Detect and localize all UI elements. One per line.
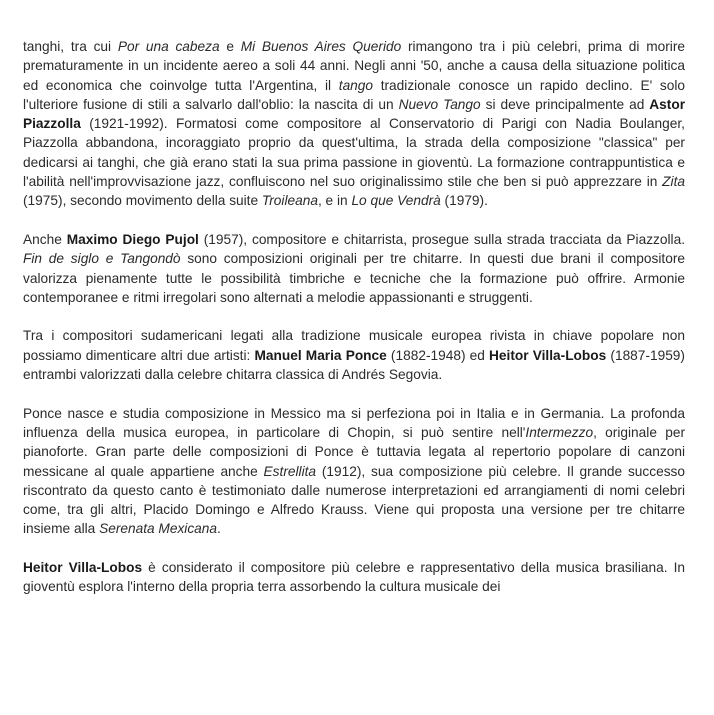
text-run: .	[217, 521, 221, 537]
document-page	[23, 37, 685, 597]
bold-name: Heitor Villa-Lobos	[489, 347, 607, 363]
italic-text: Mi Buenos Aires Querido	[240, 39, 402, 54]
italic-text: Por una cabeza	[117, 39, 220, 54]
text-run: (1979).	[440, 193, 488, 209]
bold-name: Astor Piazzolla	[23, 96, 686, 132]
text-run: (1887-1959) entrambi valorizzati dalla celebre chitarra classica di Andrés Segovia.	[23, 347, 685, 383]
text-run: si deve principalmente ad	[480, 96, 650, 112]
text-run: è considerato il compositore più celebre e rappresentativo della musica brasiliana. In gioventù esplora l'interno della propria terra assorbendo la cultura musicale dei	[23, 560, 685, 595]
text-run: (1957), compositore e chitarrista, prosegue sulla strada tracciata da Piazzolla.	[198, 231, 686, 247]
italic-text: Fin de siglo e Tangondò	[23, 251, 181, 267]
text-run: e	[219, 39, 241, 54]
text-run: Anche	[23, 231, 67, 247]
italic-text: Nuevo Tango	[398, 96, 481, 112]
italic-text: Estrellita	[263, 463, 317, 479]
text-run: Tra i compositori sudamericani legati alla tradizione musicale europea rivista in chiave popolare non possiamo dimenticare altri due artisti:	[23, 328, 685, 363]
paragraph	[23, 230, 685, 307]
bold-name: Maximo Diego Pujol	[66, 231, 199, 247]
text-run: tradizionale conosce un rapido declino. E' solo l'ulteriore fusione di stili a salvarlo dall'oblio: la nascita di un	[23, 77, 685, 112]
bold-name: Manuel Maria Ponce	[254, 347, 387, 363]
text-run: sono composizioni originali per tre chitarre. In questi due brani il compositore valorizza pienamente tutte le possibilità timbriche e tecniche che la formazione può offrire. Armonie contemporanee e ritmi irregolari sono alternati a melodie appassionanti e struggenti.	[23, 251, 685, 305]
text-run: tanghi, tra cui	[23, 39, 118, 54]
paragraph	[23, 404, 685, 539]
text-run: , originale per pianoforte. Gran parte delle composizioni di Ponce è tuttavia legata al repertorio popolare di canzoni messicane al quale appartiene anche	[23, 424, 685, 479]
italic-text: Troileana	[261, 193, 318, 209]
italic-text: Intermezzo	[525, 424, 594, 440]
bold-name: Heitor Villa-Lobos	[23, 560, 143, 576]
italic-text: Zita	[662, 174, 685, 190]
text-run: (1975), secondo movimento della suite	[23, 193, 262, 209]
italic-text: tango	[338, 77, 374, 93]
italic-text: Lo que Vendrà	[351, 193, 441, 209]
text-run: (1912), sua composizione più celebre. Il grande successo riscontrato da questo canto è testimoniato dalle numerose interpretazioni ed arrangiamenti di nomi celebri come, tra gli altri, Placido Domingo e Alfredo Krauss. Viene qui proposta una versione per tre chitarre insieme alla	[23, 463, 686, 537]
paragraph	[23, 37, 685, 211]
text-run: Ponce nasce e studia composizione in Messico ma si perfeziona poi in Italia e in Germania. La profonda influenza della musica europea, in particolare di Chopin, si può sentire nell'	[23, 405, 685, 440]
paragraph	[23, 558, 685, 597]
italic-text: Serenata Mexicana	[99, 521, 218, 537]
text-run: , e in	[317, 193, 352, 209]
paragraph	[23, 326, 685, 384]
text-run: (1921-1992). Formatosi come compositore al Conservatorio di Parigi con Nadia Boulanger, Piazzolla abbandona, incoraggiato proprio da quest'ultima, la strada della composizione "classica" per dedicarsi ai tanghi, che già erano stati la sua prima passione in gioventù. La formazione contrappuntistica e l'abilità nell'improvvisazione jazz, confluiscono nel suo originalissimo stile che ben si può apprezzare in	[23, 116, 685, 190]
text-run: rimangono tra i più celebri, prima di morire prematuramente in un incidente aereo a soli 44 anni. Negli anni '50, anche a causa della situazione politica ed economica che coinvolge tutta l'Argentina, il	[23, 39, 685, 93]
text-run: (1882-1948) ed	[386, 347, 490, 363]
